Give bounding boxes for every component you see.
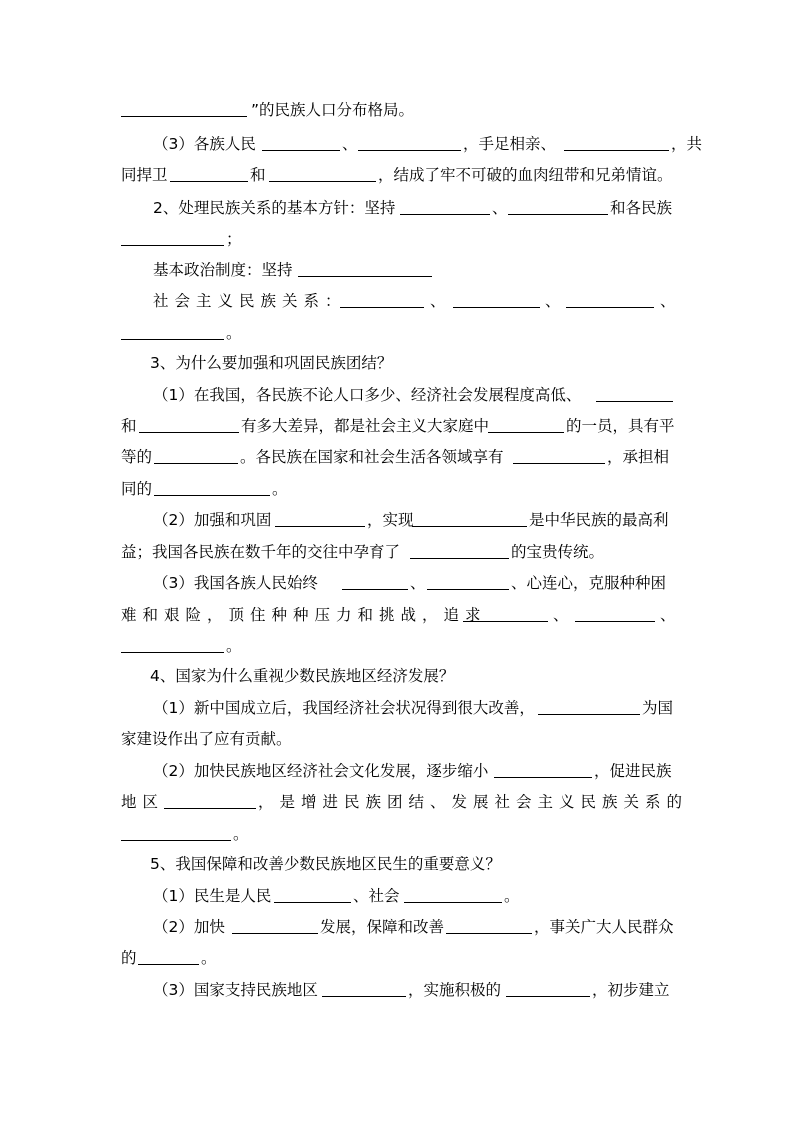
text-segment: ，实施积极的 bbox=[408, 981, 502, 999]
text-segment: 为国 bbox=[642, 699, 674, 717]
fill-blank[interactable] bbox=[400, 214, 490, 215]
text-segment: 、 bbox=[553, 606, 569, 624]
section-heading: 4、国家为什么重视少数民族地区经济发展？ bbox=[150, 667, 455, 685]
text-segment: （2）加快 bbox=[153, 918, 225, 936]
text-line bbox=[0, 193, 794, 224]
fill-blank[interactable] bbox=[488, 432, 564, 433]
fill-blank[interactable] bbox=[410, 558, 509, 559]
text-line bbox=[0, 129, 794, 160]
text-segment: ，手足相亲、 bbox=[463, 135, 557, 153]
fill-blank[interactable] bbox=[412, 526, 527, 527]
text-segment: 、 bbox=[545, 292, 561, 310]
text-line bbox=[0, 537, 794, 568]
text-line bbox=[0, 474, 794, 505]
text-segment: 的 bbox=[121, 949, 137, 967]
text-line bbox=[0, 724, 794, 755]
fill-blank[interactable] bbox=[121, 840, 231, 841]
text-segment: 。各民族在国家和社会生活各领域享有 bbox=[240, 448, 504, 466]
text-line bbox=[0, 943, 794, 974]
text-line bbox=[0, 881, 794, 912]
text-line bbox=[0, 224, 794, 255]
text-segment: （2）加强和巩固 bbox=[153, 511, 272, 529]
fill-blank[interactable] bbox=[566, 307, 654, 308]
text-segment: ，结成了牢不可破的血肉纽带和兄弟情谊。 bbox=[378, 166, 673, 184]
text-segment: 。 bbox=[504, 887, 520, 905]
text-line bbox=[0, 255, 794, 286]
text-segment: ，承担相 bbox=[607, 448, 670, 466]
fill-blank[interactable] bbox=[463, 621, 548, 622]
text-line bbox=[0, 318, 794, 349]
text-segment: 基本政治制度：坚持 bbox=[153, 261, 293, 279]
text-segment: 有多大差异，都是社会主义大家庭中 bbox=[241, 417, 490, 435]
fill-blank[interactable] bbox=[446, 933, 532, 934]
text-line bbox=[0, 631, 794, 662]
text-segment: 、 bbox=[660, 606, 676, 624]
text-segment: 地区 bbox=[121, 793, 165, 811]
fill-blank[interactable] bbox=[564, 150, 669, 151]
fill-blank[interactable] bbox=[508, 214, 608, 215]
text-segment: （3）各族人民 bbox=[153, 135, 256, 153]
text-segment: 、 bbox=[342, 135, 358, 153]
text-segment: 益；我国各民族在数千年的交往中孕育了 bbox=[121, 543, 401, 561]
text-segment: ，促进民族 bbox=[594, 762, 672, 780]
text-segment: 同捍卫 bbox=[121, 166, 168, 184]
text-segment: 、 bbox=[660, 292, 676, 310]
text-segment: 家建设作出了应有贡献。 bbox=[121, 730, 292, 748]
fill-blank[interactable] bbox=[342, 589, 408, 590]
text-segment: ，实现 bbox=[367, 511, 414, 529]
fill-blank[interactable] bbox=[513, 463, 605, 464]
text-segment: 、社会 bbox=[353, 887, 400, 905]
fill-blank[interactable] bbox=[358, 150, 461, 151]
text-segment: （2）加快民族地区经济社会文化发展，逐步缩小 bbox=[153, 762, 489, 780]
fill-blank[interactable] bbox=[322, 996, 406, 997]
text-line bbox=[0, 661, 794, 692]
fill-blank[interactable] bbox=[139, 432, 239, 433]
section-heading: 5、我国保障和改善少数民族地区民生的重要意义？ bbox=[150, 855, 501, 873]
fill-blank[interactable] bbox=[232, 933, 318, 934]
text-line bbox=[0, 693, 794, 724]
text-line bbox=[0, 505, 794, 536]
text-line bbox=[0, 787, 794, 818]
text-segment: 社会主义民族关系： bbox=[153, 292, 347, 310]
text-line bbox=[0, 160, 794, 191]
text-segment: 、 bbox=[492, 199, 508, 217]
text-segment: 、心连心，克服种种困 bbox=[511, 574, 667, 592]
text-segment: 同的 bbox=[121, 480, 153, 498]
text-segment: 难和艰险，顶住种种压力和挑战，追求 bbox=[121, 606, 487, 624]
text-segment: 和 bbox=[121, 417, 137, 435]
text-line bbox=[0, 975, 794, 1006]
text-segment: （3）我国各族人民始终 bbox=[153, 574, 318, 592]
text-segment: 的一员，具有平 bbox=[566, 417, 675, 435]
text-segment: 。 bbox=[272, 480, 288, 498]
text-line bbox=[0, 380, 794, 411]
fill-blank[interactable] bbox=[453, 307, 540, 308]
fill-blank[interactable] bbox=[138, 964, 199, 965]
text-segment: ，共 bbox=[671, 135, 703, 153]
section-heading: 3、为什么要加强和巩固民族团结？ bbox=[150, 354, 393, 372]
fill-blank[interactable] bbox=[506, 996, 590, 997]
text-segment: （1）在我国，各民族不论人口多少、经济社会发展程度高低、 bbox=[153, 386, 582, 404]
text-segment: ”的民族人口分布格局。 bbox=[251, 101, 415, 119]
text-line bbox=[0, 600, 794, 631]
text-line bbox=[0, 442, 794, 473]
text-line bbox=[0, 286, 794, 317]
fill-blank[interactable] bbox=[154, 463, 238, 464]
text-line bbox=[0, 819, 794, 850]
text-segment: 、 bbox=[410, 574, 426, 592]
fill-blank[interactable] bbox=[262, 150, 340, 151]
text-segment: 。 bbox=[233, 825, 249, 843]
fill-blank[interactable] bbox=[121, 339, 224, 340]
text-segment: 是中华民族的最高利 bbox=[529, 511, 669, 529]
fill-blank[interactable] bbox=[121, 652, 224, 653]
text-segment: 的宝贵传统。 bbox=[511, 543, 605, 561]
text-line bbox=[0, 348, 794, 379]
text-segment: 等的 bbox=[121, 448, 153, 466]
text-segment: 和 bbox=[250, 166, 266, 184]
text-segment: （1）新中国成立后，我国经济社会状况得到很大改善， bbox=[153, 699, 535, 717]
fill-blank[interactable] bbox=[538, 714, 640, 715]
fill-blank[interactable] bbox=[170, 181, 248, 182]
text-segment: （1）民生是人民 bbox=[153, 887, 272, 905]
fill-blank[interactable] bbox=[275, 526, 365, 527]
fill-blank[interactable] bbox=[154, 495, 270, 496]
text-segment: 。 bbox=[226, 637, 242, 655]
text-line bbox=[0, 849, 794, 880]
text-segment: 2、处理民族关系的基本方针：坚持 bbox=[153, 199, 396, 217]
fill-blank[interactable] bbox=[494, 777, 592, 778]
fill-blank[interactable] bbox=[404, 902, 502, 903]
fill-blank[interactable] bbox=[575, 621, 655, 622]
text-segment: 和各民族 bbox=[610, 199, 673, 217]
text-line bbox=[0, 568, 794, 599]
text-line bbox=[0, 95, 794, 126]
fill-blank[interactable] bbox=[121, 116, 247, 117]
text-segment: （3）国家支持民族地区 bbox=[153, 981, 318, 999]
text-segment: ，事关广大人民群众 bbox=[534, 918, 674, 936]
text-segment: 。 bbox=[201, 949, 217, 967]
fill-blank[interactable] bbox=[274, 902, 351, 903]
text-segment: ； bbox=[226, 230, 242, 248]
fill-blank[interactable] bbox=[298, 276, 432, 277]
text-line bbox=[0, 912, 794, 943]
fill-blank[interactable] bbox=[340, 307, 424, 308]
text-segment: 、 bbox=[430, 292, 446, 310]
fill-blank[interactable] bbox=[269, 181, 376, 182]
text-segment: ，初步建立 bbox=[592, 981, 670, 999]
text-segment: ，是增进民族团结、发展社会主义民族关系的 bbox=[258, 793, 689, 811]
fill-blank[interactable] bbox=[427, 589, 509, 590]
text-segment: 发展，保障和改善 bbox=[320, 918, 445, 936]
fill-blank[interactable] bbox=[121, 245, 224, 246]
text-segment: 。 bbox=[226, 324, 242, 342]
fill-blank[interactable] bbox=[164, 808, 256, 809]
fill-blank[interactable] bbox=[596, 401, 673, 402]
text-line bbox=[0, 411, 794, 442]
text-line bbox=[0, 756, 794, 787]
